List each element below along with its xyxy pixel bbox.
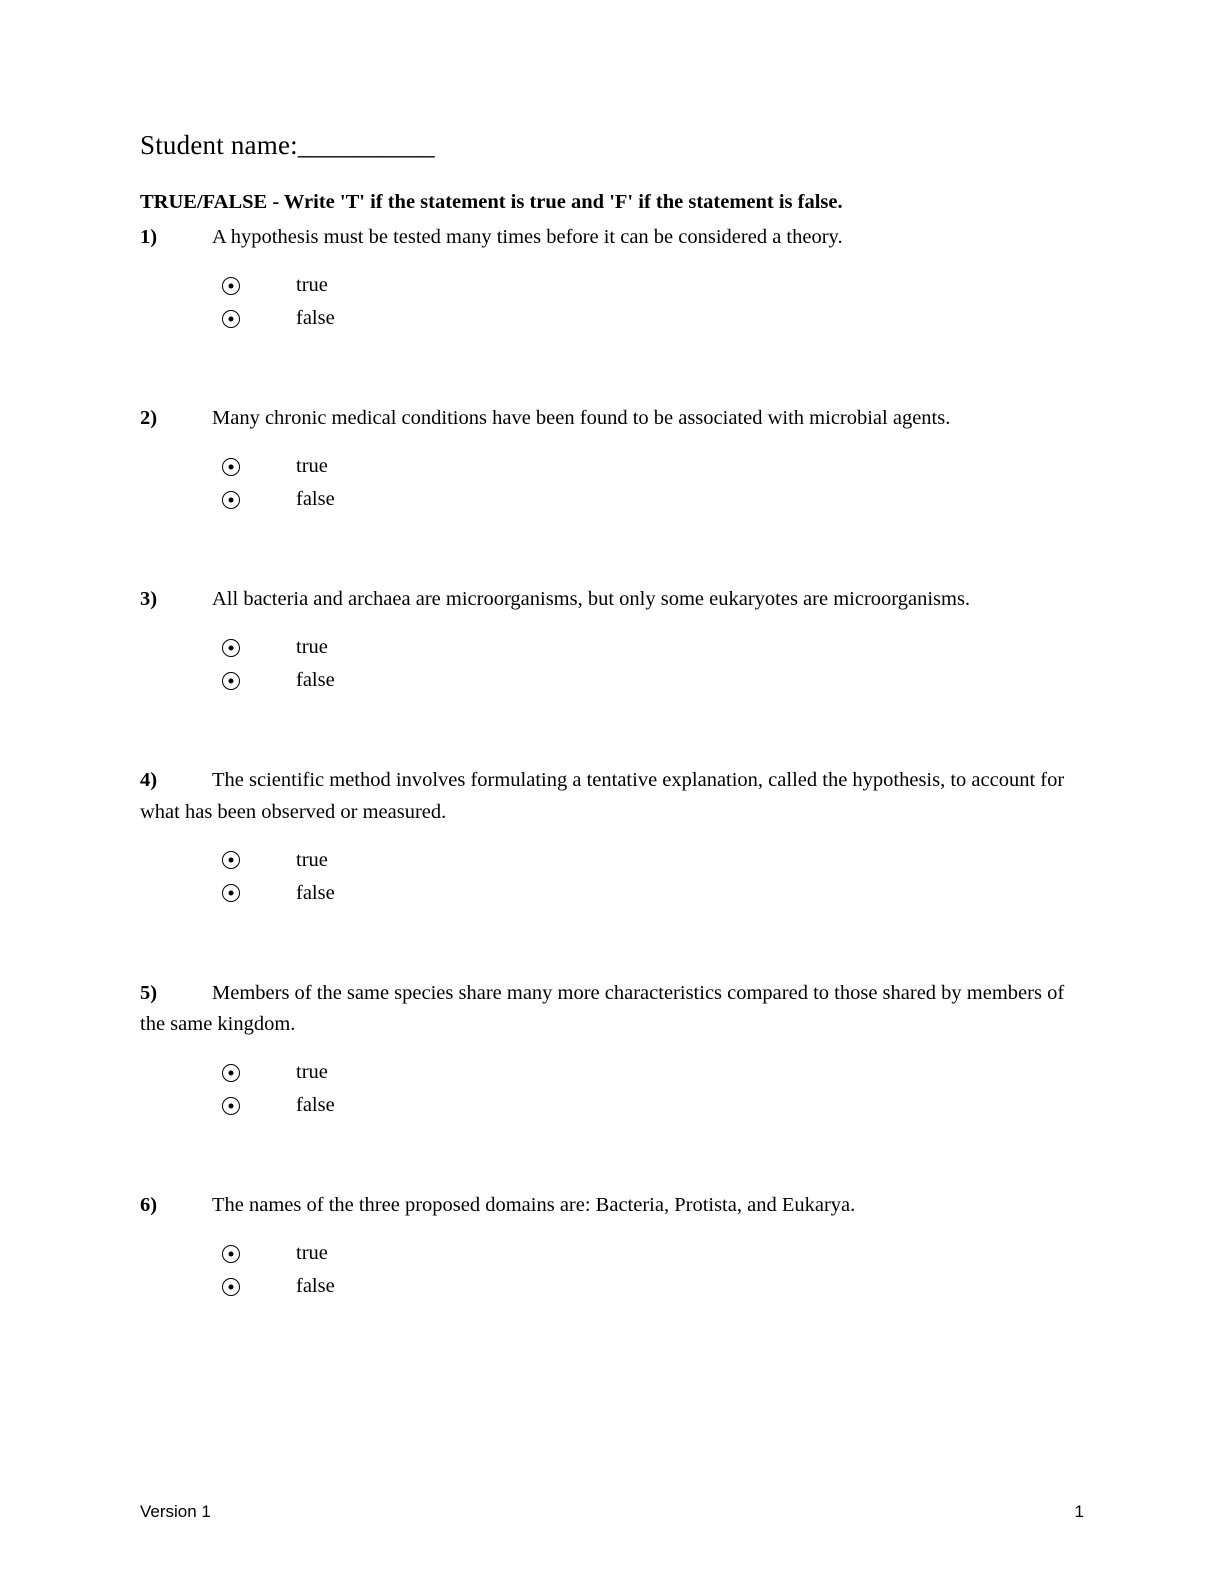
option-true[interactable]: [140, 450, 1084, 483]
question-item: [140, 222, 1084, 335]
page-footer: [140, 1502, 1084, 1522]
option-true[interactable]: [140, 269, 1084, 302]
question-text: [140, 403, 1084, 434]
option-false[interactable]: [140, 877, 1084, 910]
student-name-field-label: Student name:__________: [140, 130, 435, 160]
question-statement: The names of the three proposed domains are: Bacteria, Protista, and Eukarya.: [212, 1194, 856, 1217]
option-false[interactable]: [140, 664, 1084, 697]
radio-button-icon[interactable]: [222, 277, 240, 295]
option-true[interactable]: [140, 1056, 1084, 1089]
question-statement: The scientific method involves formulating a tentative explanation, called the hypothesis, to account for what has been observed or measured.: [140, 769, 1065, 823]
radio-button-icon[interactable]: [222, 851, 240, 869]
option-false[interactable]: [140, 302, 1084, 335]
question-item: [140, 978, 1084, 1122]
question-text: [140, 765, 1084, 827]
question-number: 3): [140, 588, 158, 611]
option-label: false: [296, 1275, 335, 1298]
question-statement: All bacteria and archaea are microorganisms, but only some eukaryotes are microorganisms.: [212, 588, 971, 611]
option-label: true: [296, 274, 328, 297]
radio-button-icon[interactable]: [222, 672, 240, 690]
option-false[interactable]: [140, 1089, 1084, 1122]
option-false[interactable]: [140, 483, 1084, 516]
question-number: 5): [140, 981, 158, 1004]
option-label: true: [296, 848, 328, 871]
option-label: true: [296, 636, 328, 659]
spacer: [140, 526, 1084, 584]
option-true[interactable]: [140, 844, 1084, 877]
radio-button-icon[interactable]: [222, 491, 240, 509]
answer-options: [140, 844, 1084, 910]
page-number: 1: [1074, 1502, 1084, 1521]
answer-options: [140, 1056, 1084, 1122]
radio-button-icon[interactable]: [222, 884, 240, 902]
answer-options: [140, 450, 1084, 516]
option-label: false: [296, 669, 335, 692]
radio-button-icon[interactable]: [222, 1064, 240, 1082]
question-number: 4): [140, 769, 158, 792]
question-item: [140, 1190, 1084, 1303]
question-number: 2): [140, 407, 158, 430]
option-label: false: [296, 307, 335, 330]
option-label: true: [296, 1242, 328, 1265]
question-statement: Members of the same species share many more characteristics compared to those shared by members of the same kingdom.: [140, 981, 1065, 1035]
radio-button-icon[interactable]: [222, 639, 240, 657]
section-instructions: TRUE/FALSE - Write 'T' if the statement is true and 'F' if the statement is false.: [140, 191, 843, 213]
question-text: [140, 1190, 1084, 1221]
option-label: false: [296, 881, 335, 904]
radio-button-icon[interactable]: [222, 1278, 240, 1296]
question-number: 6): [140, 1194, 158, 1217]
option-true[interactable]: [140, 631, 1084, 664]
answer-options: [140, 1237, 1084, 1303]
radio-button-icon[interactable]: [222, 458, 240, 476]
question-item: [140, 584, 1084, 697]
radio-button-icon[interactable]: [222, 1097, 240, 1115]
question-statement: A hypothesis must be tested many times before it can be considered a theory.: [212, 226, 843, 248]
option-label: true: [296, 1061, 328, 1084]
question-text: [140, 978, 1084, 1040]
question-number: 1): [140, 226, 158, 248]
spacer: [140, 1132, 1084, 1190]
spacer: [140, 707, 1084, 765]
version-label: Version 1: [140, 1502, 211, 1521]
option-label: true: [296, 455, 328, 478]
answer-options: [140, 631, 1084, 697]
spacer: [140, 345, 1084, 403]
option-false[interactable]: [140, 1270, 1084, 1303]
spacer: [140, 920, 1084, 978]
option-label: false: [296, 1094, 335, 1117]
question-item: [140, 765, 1084, 909]
option-label: false: [296, 488, 335, 511]
answer-options: [140, 269, 1084, 335]
question-text: [140, 584, 1084, 615]
radio-button-icon[interactable]: [222, 1245, 240, 1263]
question-text: [140, 222, 1084, 253]
question-statement: Many chronic medical conditions have been found to be associated with microbial agents.: [212, 407, 951, 430]
radio-button-icon[interactable]: [222, 310, 240, 328]
option-true[interactable]: [140, 1237, 1084, 1270]
question-item: [140, 403, 1084, 516]
